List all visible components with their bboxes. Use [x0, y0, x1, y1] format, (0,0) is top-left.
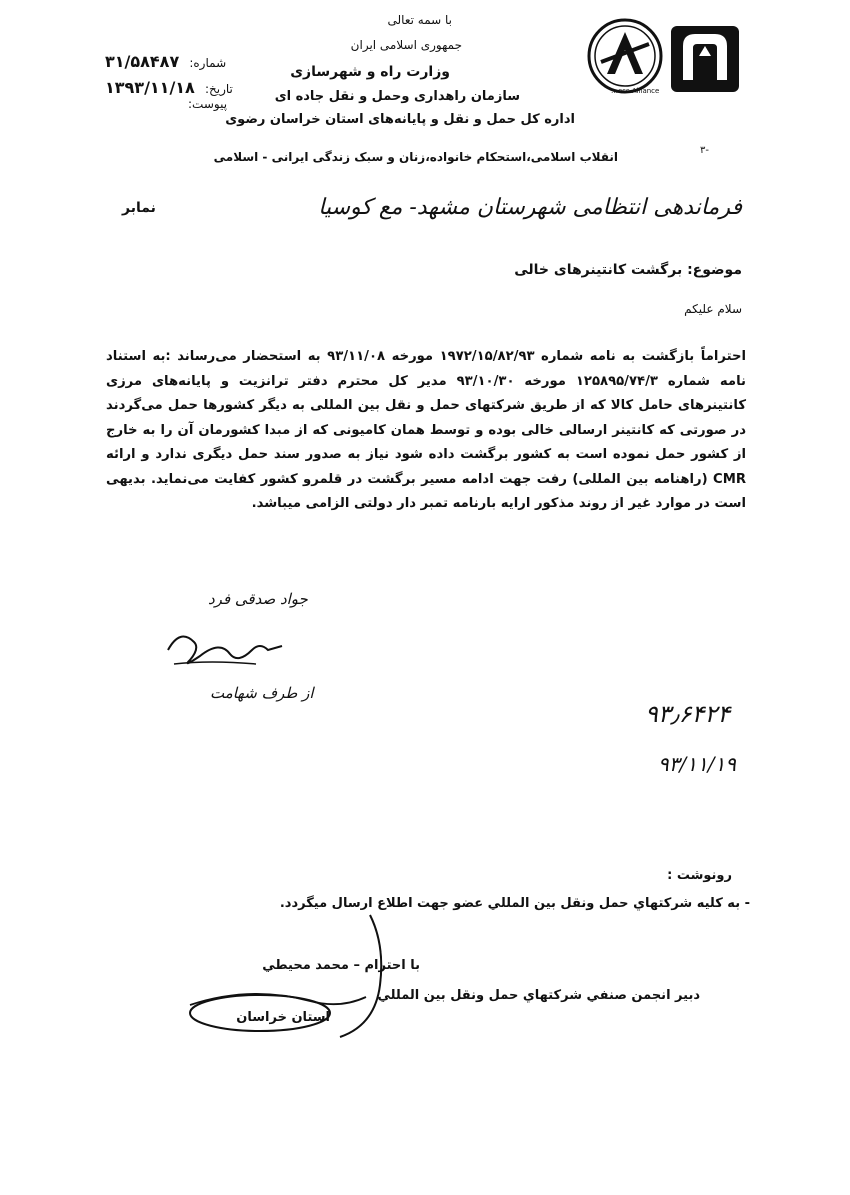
organization-line: سازمان راهداری وحمل و نقل جاده ای — [274, 89, 520, 104]
attachment-label: پیوست: — [188, 97, 228, 111]
letter-body: احتراماً بازگشت به نامه شماره ۱۹۷۲/۱۵/۸۲/۹۳ مورخه ۹۳/۱۱/۰۸ به استحضار می‌رساند :به استناد نامه شماره ۱۲۵۸۹۵/۷۴/۳ مورخه ۹۳/۱۰/۳۰ مدیر کل محترم دفتر ترانزیت و پایانه‌های مرزی کانتینرهای حامل کالا که از طریق شرکتهای حمل و نقل بین المللی به دیگر کشورها حمل می‌گردند در صورتی که کانتینر ارسالی خالی بوده و توسط همان کامیونی که از مبدا کشورمان آن را به خارج از کشور حمل نموده است به کشور برگشت داده شود نیاز به صدور سند حمل دیگری ندارد و ارائه CMR (راهنامه بین المللی) رفت جهت ادامه مسیر برگشت در قلمرو کشور کفایت می‌نماید. بدیهی است در موارد غیر از روند مذکور ارایه بارنامه تمبر دار دولتی الزامی میباشد. — [106, 349, 746, 511]
bismillah-line: با سمه تعالی — [387, 13, 452, 27]
date-label: تاریخ: — [204, 82, 233, 96]
cc-item: - به کلیه شرکتهاي حمل ونقل بين المللي عضو جهت اطلاع ارسال ميگردد. — [279, 896, 750, 911]
signature-scribble-icon — [160, 620, 290, 680]
cc-heading: رونوشت : — [667, 868, 732, 883]
fax-label: نمابر — [122, 200, 156, 216]
slogan-line: انقلاب اسلامی،استحکام خانواده،زنان و سبک زندگی ایرانی - اسلامی — [213, 150, 618, 164]
margin-mark: ۳- — [700, 145, 709, 156]
signer-name: جواد صدقی فرد — [208, 590, 308, 608]
letter-number — [105, 52, 226, 71]
greeting-line: سلام علیکم — [684, 302, 742, 316]
letter-date — [105, 78, 233, 97]
subject-line: موضوع: برگشت کانتینرهای خالی — [514, 262, 742, 278]
closing-province: استان خراسان — [236, 1010, 330, 1025]
republic-line: جمهوری اسلامی ایران — [350, 38, 462, 52]
signer-behalf: از طرف شهامت — [210, 684, 314, 702]
department-line: اداره کل حمل و نقل و پایانه‌های استان خراسان رضوی — [225, 112, 575, 127]
number-label: شماره: — [189, 56, 227, 70]
closing-regards: با احترام – محمد محيطي — [262, 958, 420, 973]
organization-logo-icon — [585, 16, 745, 96]
ministry-line: وزارت راه و شهرسازی — [290, 64, 450, 80]
closing-secretary: دبير انجمن صنفي شركتهاي حمل ونقل بين المللي — [377, 988, 700, 1003]
handwritten-number: ۹۳٫۶۴۲۴ — [645, 700, 731, 728]
handwritten-date: ۹۳/۱۱/۱۹ — [658, 752, 736, 776]
number-value: ۳۱/۵۸۴۸۷ — [105, 52, 180, 71]
logo-caption: …ess Alliance — [611, 87, 660, 95]
date-value: ۱۳۹۳/۱۱/۱۸ — [105, 78, 195, 97]
recipient-line: فرماندهی انتظامی شهرستان مشهد- مع کوسیا — [318, 195, 742, 220]
